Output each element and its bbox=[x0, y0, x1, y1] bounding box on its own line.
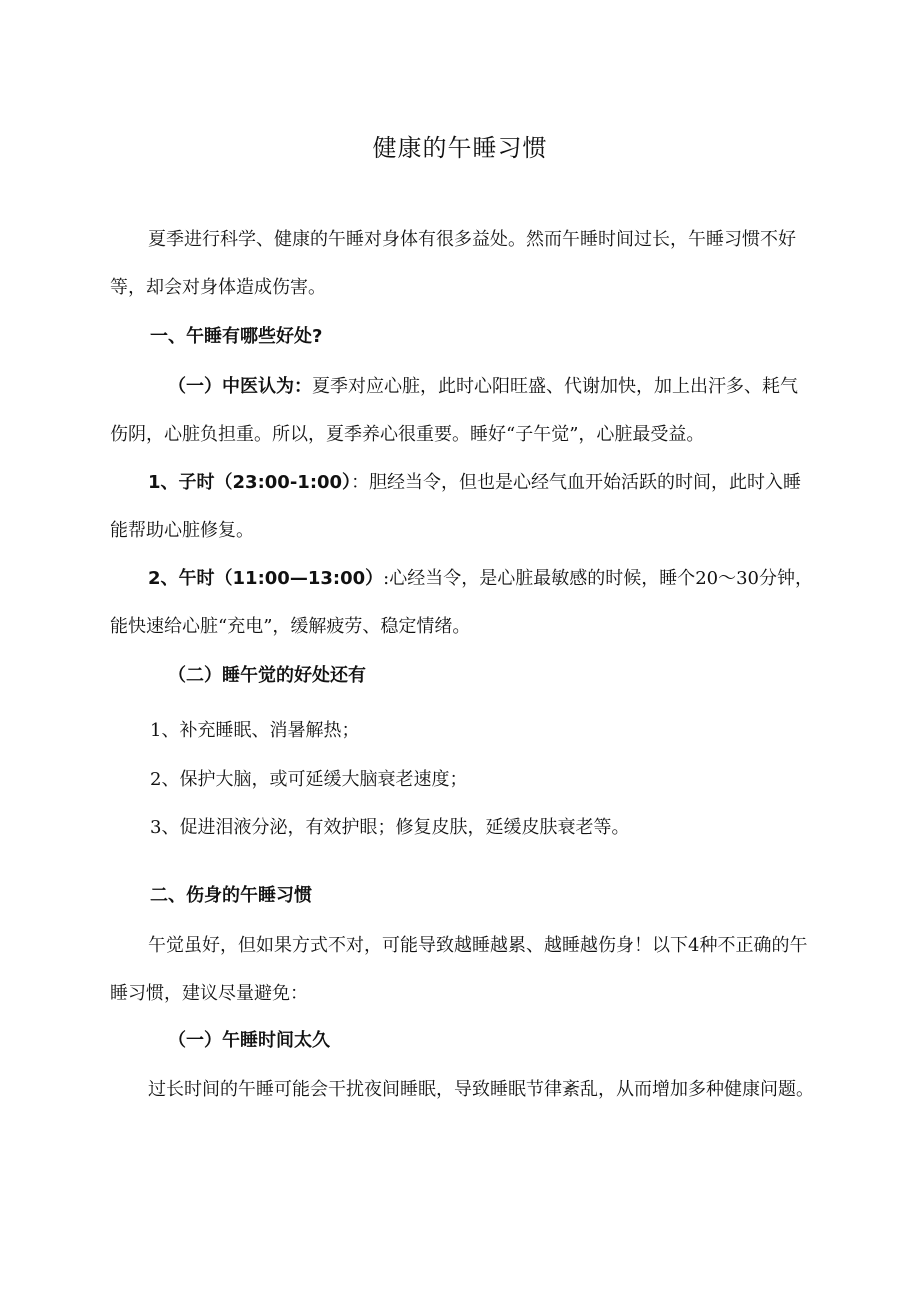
section1-heading: 一、午睡有哪些好处? bbox=[150, 326, 323, 347]
benefit-item-2: 2、保护大脑，或可延缓大脑衰老速度； bbox=[150, 769, 468, 790]
sleep-too-long-paragraph: 过长时间的午睡可能会干扰夜间睡眠，导致睡眠节律紊乱，从而增加多种健康问题。 bbox=[148, 1079, 814, 1100]
tcm-lead: （一）中医认为： bbox=[168, 376, 312, 397]
zishi-text: ：胆经当令，但也是心经气血开始活跃的时间，此时入睡能帮助心脏修复。 bbox=[110, 472, 802, 541]
section2-heading: 二、伤身的午睡习惯 bbox=[150, 885, 312, 906]
zishi-lead: 1、子时（23:00-1:00） bbox=[148, 472, 352, 493]
wushi-lead: 2、午时（11:00—13:00） bbox=[148, 568, 384, 589]
zishi-paragraph bbox=[110, 459, 815, 555]
document-title: 健康的午睡习惯 bbox=[372, 134, 548, 162]
benefit-item-1: 1、补充睡眠、消暑解热； bbox=[150, 720, 360, 741]
sleep-too-long-heading: （一）午睡时间太久 bbox=[168, 1030, 330, 1051]
benefits-subheading: （二）睡午觉的好处还有 bbox=[168, 665, 366, 686]
section2-intro: 午觉虽好，但如果方式不对，可能导致越睡越累、越睡越伤身！以下4种不正确的午睡习惯，建议尽量避免： bbox=[110, 935, 808, 1004]
tcm-paragraph bbox=[110, 363, 815, 459]
wushi-paragraph bbox=[110, 555, 815, 651]
intro-paragraph: 夏季进行科学、健康的午睡对身体有很多益处。然而午睡时间过长，午睡习惯不好等，却会对身体造成伤害。 bbox=[110, 229, 796, 298]
wushi-text: :心经当令，是心脏最敏感的时候，睡个20〜30分钟，能快速给心脏“充电”，缓解疲劳、稳定情绪。 bbox=[110, 568, 813, 637]
benefit-item-3: 3、促进泪液分泌，有效护眼；修复皮肤，延缓皮肤衰老等。 bbox=[150, 817, 630, 838]
tcm-text: 夏季对应心脏，此时心阳旺盛、代谢加快，加上出汗多、耗气伤阴，心脏负担重。所以，夏季养心很重要。睡好“子午觉”，心脏最受益。 bbox=[110, 376, 798, 445]
